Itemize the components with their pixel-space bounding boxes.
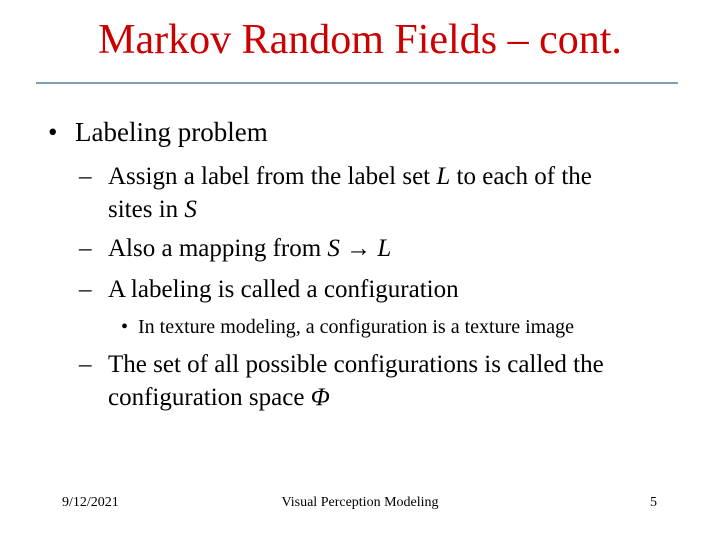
bullet-marker: • bbox=[48, 117, 58, 147]
title-divider bbox=[36, 82, 678, 84]
subbullet-text bbox=[108, 232, 391, 266]
footer-date: 9/12/2021 bbox=[62, 495, 119, 510]
text-part: sites in bbox=[108, 196, 185, 223]
slide-title: Markov Random Fields – cont. bbox=[98, 17, 622, 63]
phi-symbol: Φ bbox=[310, 384, 330, 411]
variable-L: L bbox=[377, 235, 392, 262]
subbullet-text-line2 bbox=[108, 381, 330, 415]
text-part: Assign a label from the label set bbox=[108, 163, 437, 190]
subsubbullet-text: In texture modeling, a configuration is a texture image bbox=[138, 316, 574, 338]
subbullet-text: The set of all possible configurations is called the bbox=[108, 351, 604, 378]
dash-marker: – bbox=[79, 163, 92, 190]
footer-course: Visual Perception Modeling bbox=[281, 495, 439, 510]
text-part: to each of the bbox=[450, 163, 592, 190]
dash-marker: – bbox=[79, 351, 92, 378]
variable-S: S bbox=[184, 196, 197, 223]
bullet-text: Labeling problem bbox=[75, 117, 268, 147]
variable-S: S bbox=[327, 235, 340, 262]
text-part: configuration space bbox=[108, 384, 311, 411]
text-part: Also a mapping from bbox=[108, 235, 328, 262]
bullet-marker: • bbox=[121, 316, 129, 338]
dash-marker: – bbox=[79, 235, 92, 262]
subbullet-text: A labeling is called a configuration bbox=[108, 276, 459, 303]
subbullet-text-line2 bbox=[108, 193, 197, 227]
dash-marker: – bbox=[79, 276, 92, 303]
footer-page-number: 5 bbox=[650, 495, 657, 510]
bullet-labeling-problem bbox=[48, 114, 268, 150]
subbullet-text bbox=[108, 160, 592, 194]
variable-L: L bbox=[436, 163, 451, 190]
right-arrow-icon: → bbox=[339, 235, 378, 262]
